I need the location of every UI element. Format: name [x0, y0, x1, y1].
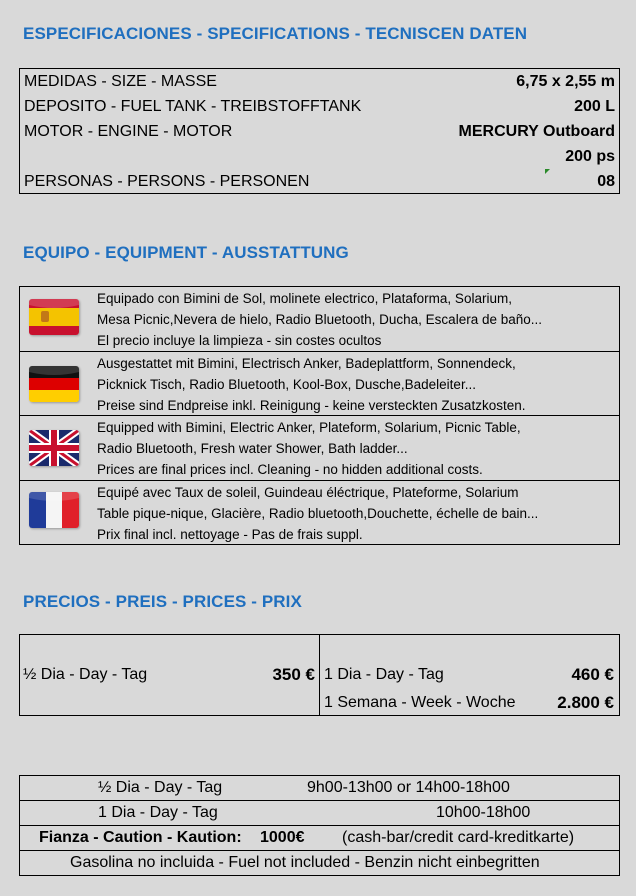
- equipment-heading: EQUIPO - EQUIPMENT - AUSSTATTUNG: [23, 243, 349, 262]
- equipment-row-english: [20, 416, 619, 481]
- schedule-row-deposit: [20, 826, 619, 851]
- equipment-line: Mesa Picnic,Nevera de hielo, Radio Bluetooth, Ducha, Escalera de baño...: [97, 312, 543, 327]
- equipment-table: [19, 286, 620, 545]
- specs-heading: ESPECIFICACIONES - SPECIFICATIONS - TECNISCEN DATEN: [23, 24, 528, 43]
- week-price: 2.800 €: [557, 693, 614, 712]
- schedule-row-day: [20, 801, 619, 826]
- equipment-line: Preise sind Endpreise inkl. Reinigung - keine versteckten Zusatzkosten.: [97, 398, 526, 413]
- equipment-line: Ausgestattet mit Bimini, Electrisch Anker, Badeplattform, Sonnendeck,: [97, 356, 516, 371]
- prices-heading: PRECIOS - PREIS - PRICES - PRIX: [23, 592, 302, 611]
- spec-row-fuel-tank: [24, 95, 615, 119]
- equipment-line: Equipped with Bimini, Electric Anker, Plateform, Solarium, Picnic Table,: [97, 420, 521, 435]
- schedule-row-fuel: [20, 851, 619, 876]
- equipment-line: Table pique-nique, Glacière, Radio bluetooth,Douchette, échelle de bain...: [97, 506, 539, 521]
- schedule-table: [19, 775, 620, 876]
- half-day-label: ½ Dia - Day - Tag: [23, 666, 148, 683]
- fuel-note: Gasolina no incluida - Fuel not included - Benzin nicht einbegritten: [70, 854, 540, 871]
- day-label: 1 Dia - Day - Tag: [324, 666, 444, 683]
- france-flag-icon: [29, 492, 79, 528]
- germany-flag-icon: [29, 366, 79, 402]
- equipment-row-spanish: [20, 287, 619, 352]
- schedule-label: 1 Dia - Day - Tag: [98, 804, 218, 821]
- spec-value: 200 L: [574, 98, 615, 115]
- spec-value: MERCURY Outboard: [458, 123, 615, 140]
- half-day-price: 350 €: [272, 665, 315, 684]
- spec-row-power: [24, 145, 615, 169]
- spec-row-persons: [24, 170, 615, 194]
- equipment-text: [97, 482, 613, 545]
- week-label: 1 Semana - Week - Woche: [324, 694, 516, 711]
- schedule-label: ½ Dia - Day - Tag: [98, 779, 223, 796]
- equipment-line: Prices are final prices incl. Cleaning - no hidden additional costs.: [97, 462, 483, 477]
- equipment-row-french: [20, 481, 619, 545]
- uk-flag-icon: [29, 430, 79, 466]
- schedule-hours: 10h00-18h00: [436, 804, 531, 821]
- specs-table: [19, 68, 620, 194]
- spec-label: PERSONAS - PERSONS - PERSONEN: [24, 173, 310, 190]
- equipment-line: Radio Bluetooth, Fresh water Shower, Bath ladder...: [97, 441, 408, 456]
- spec-row-motor: [24, 120, 615, 144]
- spec-label: MOTOR - ENGINE - MOTOR: [24, 123, 233, 140]
- spec-value: 6,75 x 2,55 m: [516, 73, 615, 90]
- equipment-text: [97, 417, 613, 480]
- deposit-label: Fianza - Caution - Kaution:: [39, 829, 242, 846]
- schedule-hours: 9h00-13h00 or 14h00-18h00: [307, 779, 510, 796]
- spec-value: 08: [597, 173, 615, 190]
- equipment-row-german: [20, 352, 619, 416]
- equipment-line: Picknick Tisch, Radio Bluetooth, Kool-Box, Dusche,Badeleiter...: [97, 377, 476, 392]
- equipment-text: [97, 288, 613, 351]
- equipment-line: El precio incluye la limpieza - sin costes ocultos: [97, 333, 382, 348]
- equipment-text: [97, 353, 613, 416]
- deposit-amount: 1000€: [260, 829, 305, 846]
- spec-label: DEPOSITO - FUEL TANK - TREIBSTOFFTANK: [24, 98, 362, 115]
- deposit-note: (cash-bar/credit card-kreditkarte): [342, 829, 575, 846]
- prices-table: [19, 634, 620, 716]
- spec-label: MEDIDAS - SIZE - MASSE: [24, 73, 217, 90]
- spec-row-size: [24, 70, 615, 94]
- equipment-line: Equipado con Bimini de Sol, molinete electrico, Plataforma, Solarium,: [97, 291, 512, 306]
- prices-divider: [319, 635, 320, 715]
- day-price: 460 €: [571, 665, 614, 684]
- spain-flag-icon: [29, 299, 79, 335]
- equipment-line: Prix final incl. nettoyage - Pas de frais suppl.: [97, 527, 363, 542]
- spec-value: 200 ps: [565, 148, 615, 165]
- schedule-row-half-day: [20, 776, 619, 801]
- equipment-line: Equipé avec Taux de soleil, Guindeau éléctrique, Plateforme, Solarium: [97, 485, 519, 500]
